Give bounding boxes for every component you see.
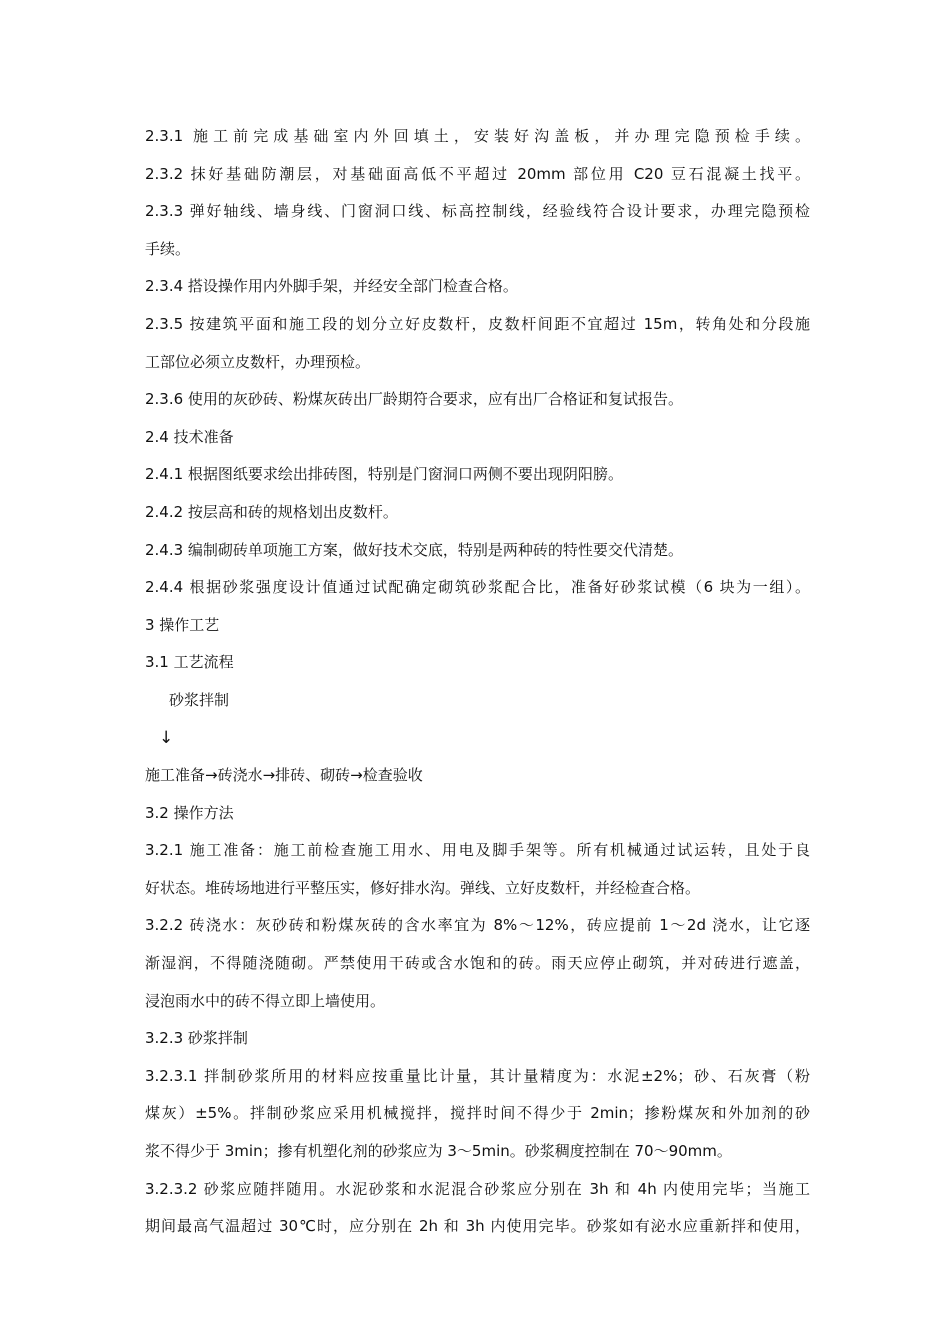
paragraph-3-2-3-1-line-1: 3.2.3.1 拌制砂浆所用的材料应按重量比计量，其计量精度为：水泥±2%；砂、石灰膏（粉 — [145, 1066, 810, 1085]
heading-3: 3 操作工艺 — [145, 615, 220, 634]
paragraph-3-2-3-2-line-2: 期间最高气温超过 30℃时，应分别在 2h 和 3h 内使用完毕。砂浆如有泌水应重新拌和使用， — [145, 1217, 810, 1236]
paragraph-2-3-2: 2.3.2 抹好基础防潮层，对基础面高低不平超过 20mm 部位用 C20 豆石混凝土找平。 — [145, 164, 810, 183]
paragraph-2-3-6: 2.3.6 使用的灰砂砖、粉煤灰砖出厂龄期符合要求，应有出厂合格证和复试报告。 — [145, 390, 683, 409]
paragraph-3-2-2-line-1: 3.2.2 砖浇水：灰砂砖和粉煤灰砖的含水率宜为 8%～12%，砖应提前 1～2d 浇水，让它逐 — [145, 916, 810, 935]
paragraph-3-2-3-1-line-3: 浆不得少于 3min；掺有机塑化剂的砂浆应为 3～5min。砂浆稠度控制在 70～90mm。 — [145, 1142, 732, 1161]
paragraph-2-4-3: 2.4.3 编制砌砖单项施工方案，做好技术交底，特别是两种砖的特性要交代清楚。 — [145, 540, 683, 559]
paragraph-2-3-3-line-1: 2.3.3 弹好轴线、墙身线、门窗洞口线、标高控制线，经验线符合设计要求，办理完隐预检 — [145, 202, 810, 221]
heading-2-4: 2.4 技术准备 — [145, 427, 234, 446]
flow-down-arrow: ↓ — [159, 727, 174, 748]
heading-3-2: 3.2 操作方法 — [145, 803, 234, 822]
paragraph-3-2-2-line-2: 渐湿润，不得随浇随砌。严禁使用干砖或含水饱和的砖。雨天应停止砌筑，并对砖进行遮盖， — [145, 954, 810, 973]
paragraph-2-3-3-line-2: 手续。 — [145, 239, 191, 258]
paragraph-2-4-4: 2.4.4 根据砂浆强度设计值通过试配确定砌筑砂浆配合比，准备好砂浆试模（6 块为一组）。 — [145, 578, 810, 597]
paragraph-2-3-1: 2.3.1 施工前完成基础室内外回填土，安装好沟盖板，并办理完隐预检手续。 — [145, 127, 810, 145]
paragraph-2-3-5-line-2: 工部位必须立皮数杆，办理预检。 — [145, 352, 371, 371]
paragraph-2-4-1: 2.4.1 根据图纸要求绘出排砖图，特别是门窗洞口两侧不要出现阴阳膀。 — [145, 465, 623, 484]
heading-3-1: 3.1 工艺流程 — [145, 653, 234, 672]
paragraph-3-2-1-line-2: 好状态。堆砖场地进行平整压实，修好排水沟。弹线、立好皮数杆，并经检查合格。 — [145, 878, 701, 897]
document-page — [145, 118, 810, 1246]
flow-main-sequence: 施工准备→砖浇水→排砖、砌砖→检查验收 — [145, 766, 423, 785]
paragraph-3-2-1-line-1: 3.2.1 施工准备：施工前检查施工用水、用电及脚手架等。所有机械通过试运转，且处于良 — [145, 841, 810, 860]
paragraph-3-2-3-2-line-1: 3.2.3.2 砂浆应随拌随用。水泥砂浆和水泥混合砂浆应分别在 3h 和 4h 内使用完毕；当施工 — [145, 1179, 810, 1198]
paragraph-2-3-4: 2.3.4 搭设操作用内外脚手架，并经安全部门检查合格。 — [145, 277, 518, 296]
paragraph-2-4-2: 2.4.2 按层高和砖的规格划出皮数杆。 — [145, 502, 398, 521]
paragraph-2-3-5-line-1: 2.3.5 按建筑平面和施工段的划分立好皮数杆，皮数杆间距不宜超过 15m，转角处和分段施 — [145, 314, 810, 333]
paragraph-3-2-2-line-3: 浸泡雨水中的砖不得立即上墙使用。 — [145, 991, 386, 1010]
paragraph-3-2-3-1-line-2: 煤灰）±5%。拌制砂浆应采用机械搅拌，搅拌时间不得少于 2min；掺粉煤灰和外加剂的砂 — [145, 1104, 810, 1123]
flow-step-mortar-mixing: 砂浆拌制 — [169, 690, 230, 709]
heading-3-2-3: 3.2.3 砂浆拌制 — [145, 1029, 248, 1048]
